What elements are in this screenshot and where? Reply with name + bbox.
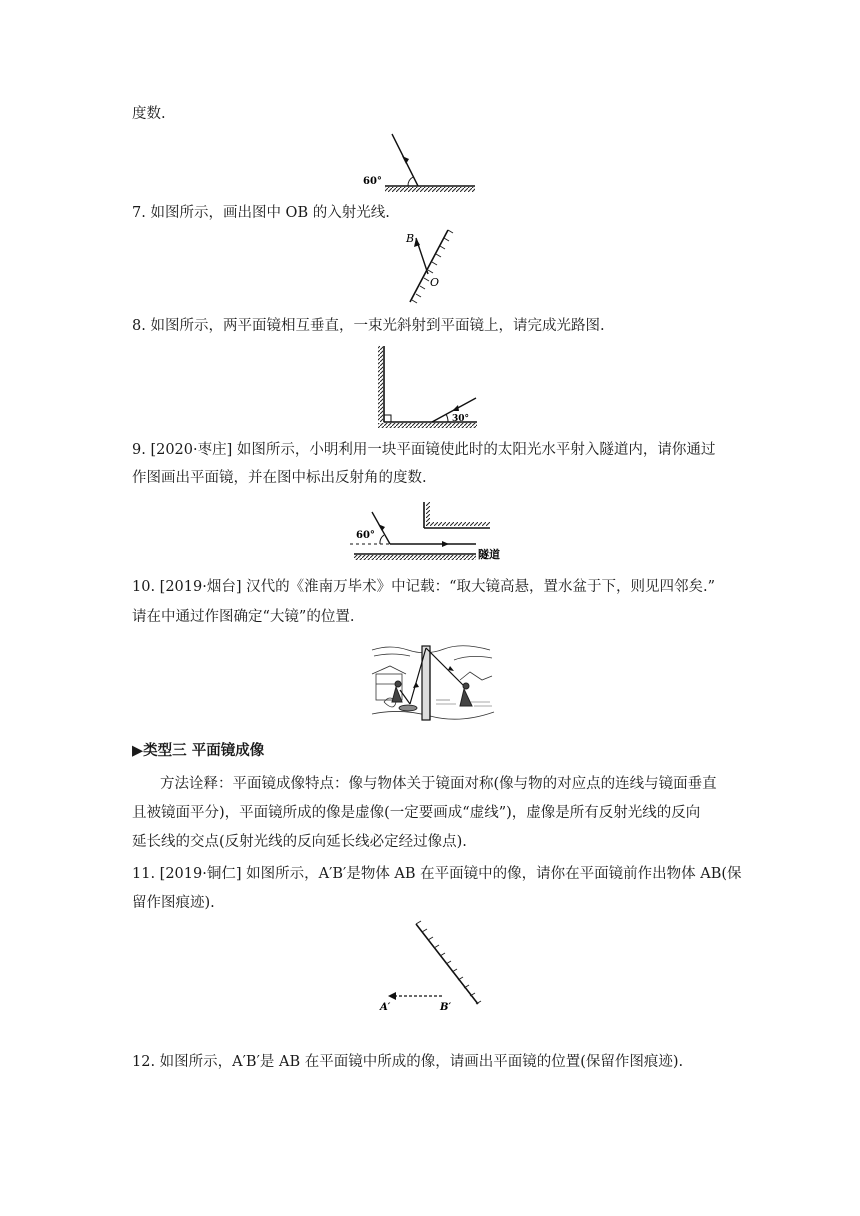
question-9-line2: 作图画出平面镜，并在图中标出反射角的度数. bbox=[132, 470, 427, 486]
figure-8-diagram bbox=[372, 342, 482, 430]
question-10-line1: 10. [2019·烟台] 汉代的《淮南万毕术》中记载：“取大镜高悬，置水盆于下，则见四邻矣.” bbox=[132, 579, 716, 595]
label-a-prime: A′ bbox=[380, 1002, 391, 1010]
figure-11-diagram bbox=[374, 920, 486, 1010]
figure-7-diagram bbox=[400, 228, 460, 308]
section-heading: ▶类型三 平面镜成像 bbox=[132, 743, 265, 759]
question-10-line2: 请在中通过作图确定“大镜”的位置. bbox=[132, 609, 355, 625]
label-b: B bbox=[406, 232, 415, 245]
angle-label: 60° bbox=[356, 530, 375, 541]
question-8: 8. 如图所示，两平面镜相互垂直，一束光斜射到平面镜上，请完成光路图. bbox=[132, 318, 605, 334]
method-line3: 延长线的交点(反射光线的反向延长线必定经过像点). bbox=[132, 834, 467, 850]
question-7: 7. 如图所示，画出图中 OB 的入射光线. bbox=[132, 205, 390, 221]
tunnel-label: 隧道 bbox=[478, 548, 500, 561]
figure-6-diagram bbox=[360, 128, 480, 194]
label-b-prime: B′ bbox=[440, 1002, 452, 1010]
figure-9-diagram bbox=[350, 498, 520, 562]
method-line2: 且被镜面平分)，平面镜所成的像是虚像(一定要画成“虚线”)，虚像是所有反射光线的反向 bbox=[132, 805, 701, 821]
question-11-line2: 留作图痕迹). bbox=[132, 895, 215, 911]
label-o: O bbox=[430, 276, 440, 289]
question-11-line1: 11. [2019·铜仁] 如图所示，A′B′是物体 AB 在平面镜中的像，请你在平面镜前作出物体 AB(保 bbox=[132, 866, 742, 882]
figure-10-illustration bbox=[370, 640, 496, 724]
text-line: 度数. bbox=[132, 106, 166, 122]
angle-label: 60° bbox=[363, 176, 382, 187]
method-line1: 方法诠释：平面镜成像特点：像与物体关于镜面对称(像与物的对应点的连线与镜面垂直 bbox=[160, 776, 717, 792]
question-9-line1: 9. [2020·枣庄] 如图所示，小明利用一块平面镜使此时的太阳光水平射入隧道内，请你通过 bbox=[132, 442, 716, 458]
question-12: 12. 如图所示，A′B′是 AB 在平面镜中所成的像，请画出平面镜的位置(保留作图痕迹). bbox=[132, 1054, 684, 1070]
angle-label: 30° bbox=[452, 414, 470, 424]
